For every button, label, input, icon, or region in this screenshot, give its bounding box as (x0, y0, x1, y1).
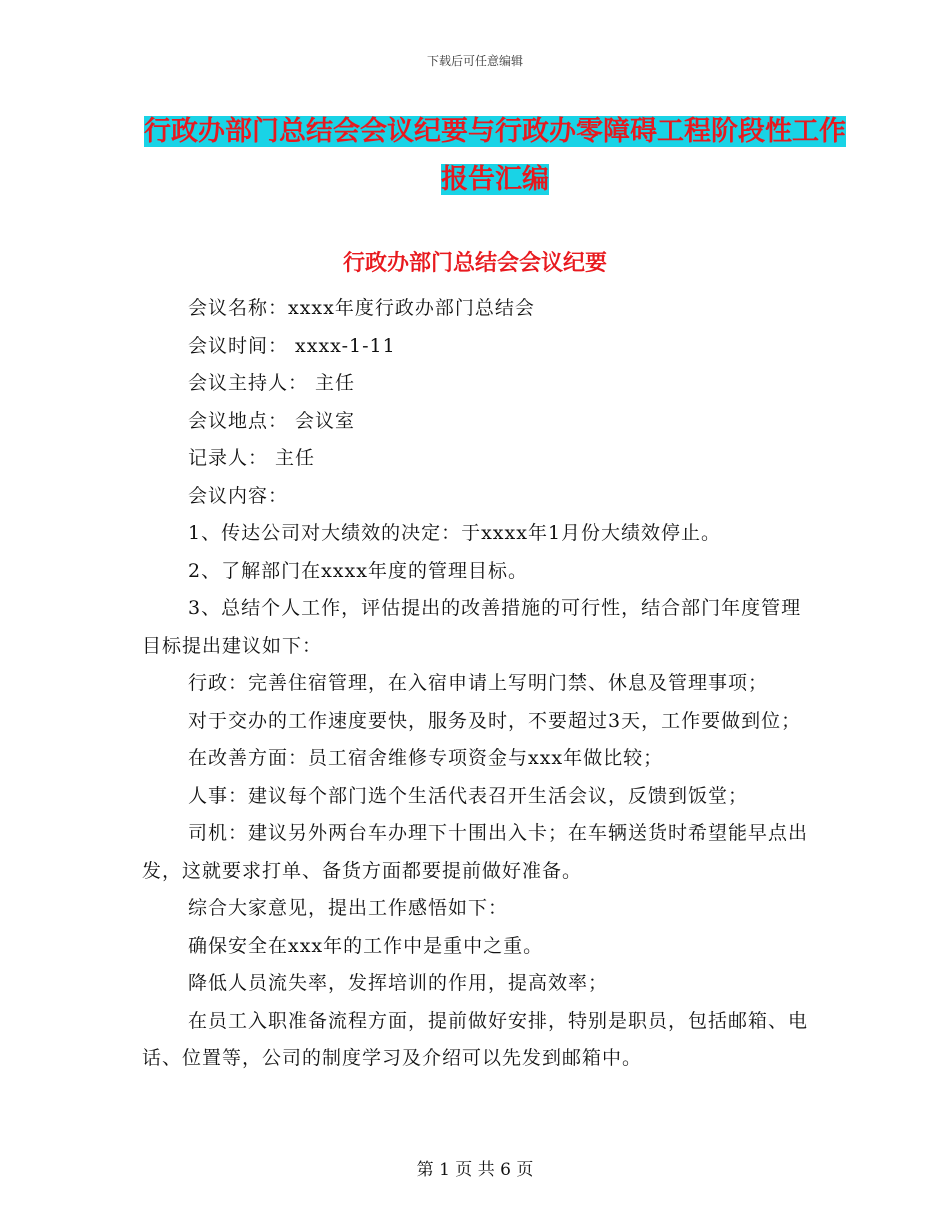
content-item-2: 2、了解部门在xxxx年度的管理目标。 (188, 559, 528, 582)
meeting-location: 会议地点： 会议室 (188, 409, 356, 432)
turnover-point: 降低人员流失率，发挥培训的作用，提高效率； (188, 972, 609, 994)
safety-point: 确保安全在xxx年的工作中是重中之重。 (188, 934, 544, 957)
hr-suggestion: 人事：建议每个部门选个生活代表召开生活会议，反馈到饭堂； (188, 784, 749, 807)
admin-suggestion: 行政：完善住宿管理，在入宿申请上写明门禁、休息及管理事项； (188, 672, 769, 694)
meeting-time: 会议时间： xxxx-1-11 (188, 334, 396, 357)
section-title: 行政办部门总结会会议纪要 (342, 251, 607, 276)
document-body (142, 290, 808, 1078)
summary-intro: 综合大家意见，提出工作感悟如下： (188, 897, 509, 919)
header-note: 下载后可任意编辑 (426, 54, 523, 68)
meeting-content-label: 会议内容： (188, 484, 289, 507)
task-speed-note: 对于交办的工作速度要快，服务及时，不要超过3天，工作要做到位； (188, 709, 802, 732)
document-title (140, 108, 850, 204)
meeting-host: 会议主持人： 主任 (188, 372, 356, 394)
onboarding-point: 在员工入职准备流程方面，提前做好安排，特别是职员，包括邮箱、电话、位置等，公司的制度学习及介绍可以先发到邮箱中。 (142, 1009, 809, 1069)
driver-suggestion: 司机：建议另外两台车办理下十围出入卡；在车辆送货时希望能早点出发，这就要求打单、备货方面都要提前做好准备。 (142, 822, 809, 882)
page-number: 第 1 页 共 6 页 (416, 1160, 534, 1180)
meeting-recorder: 记录人： 主任 (188, 447, 316, 469)
content-item-1: 1、传达公司对大绩效的决定：于xxxx年1月份大绩效停止。 (188, 522, 722, 544)
document-title-text: 行政办部门总结会会议纪要与行政办零障碍工程阶段性工作报告汇编 (144, 116, 846, 195)
content-item-3: 3、总结个人工作，评估提出的改善措施的可行性，结合部门年度管理目标提出建议如下： (142, 597, 802, 657)
improvement-note: 在改善方面：员工宿舍维修专项资金与xxx年做比较； (188, 747, 664, 769)
meeting-name: 会议名称：xxxx年度行政办部门总结会 (188, 297, 535, 319)
